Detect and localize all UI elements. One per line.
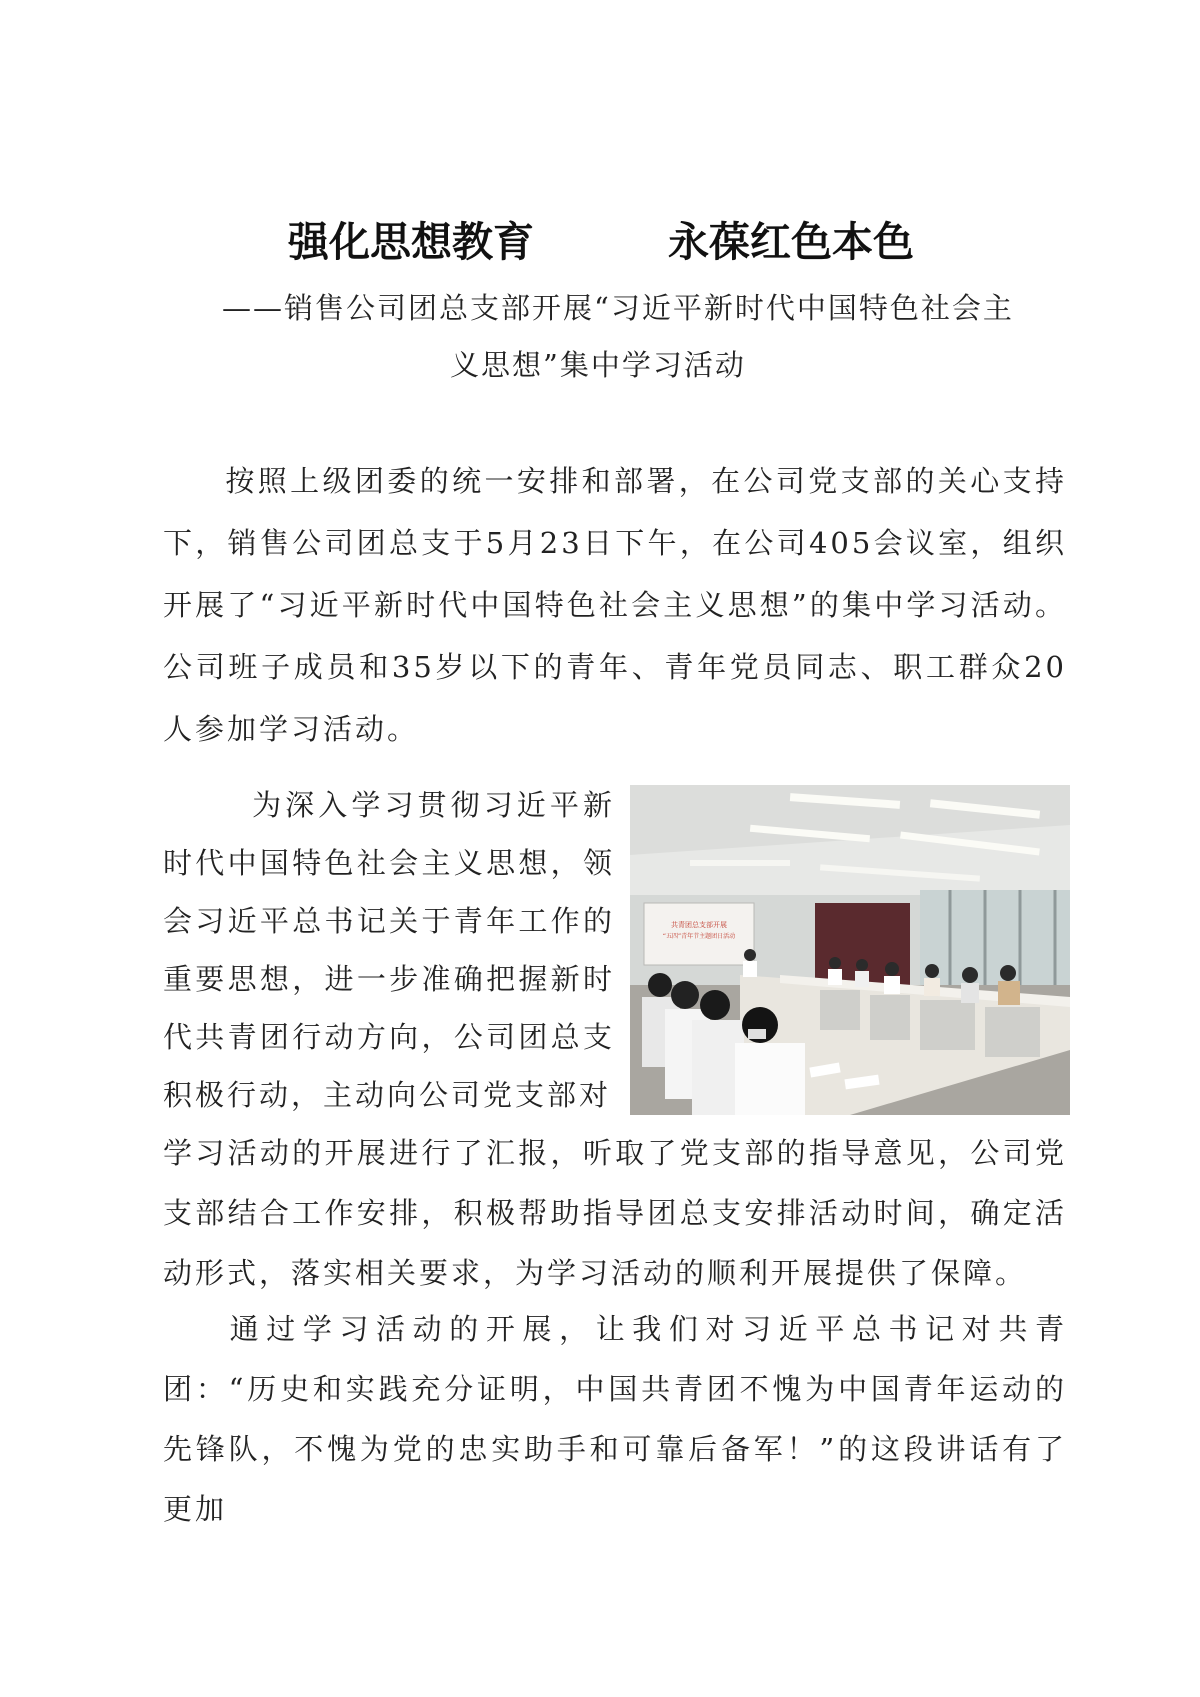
meeting-photo [630,785,1070,1115]
paragraph-2-continued: 学习活动的开展进行了汇报，听取了党支部的指导意见，公司党支部结合工作安排，积极帮助指导团总支安排活动时间，确定活动形式，落实相关要求，为学习活动的顺利开展提供了保障。 [163,1136,1067,1290]
title-part-2: 永葆红色本色 [668,218,914,266]
paragraph-3 [163,1299,1067,1539]
paragraph-2-beside-photo [163,776,615,1124]
meeting-room-illustration [630,785,1070,1115]
paragraph-1 [163,450,1067,760]
screen-text-1: 共青团总支部开展 [671,921,727,929]
title-part-1: 强化思想教育 [288,218,534,266]
subtitle-line-1: ——销售公司团总支部开展“习近平新时代中国特色社会主 [222,291,1014,325]
document-title [0,212,1200,272]
paragraph-1-text: 按照上级团委的统一安排和部署，在公司党支部的关心支持下，销售公司团总支于5月23日下午，在公司405会议室，组织开展了“习近平新时代中国特色社会主义思想”的集中学习活动。公司班子成员和35岁以下的青年、青年党员同志、职工群众20人参加学习活动。 [163,464,1067,746]
paragraph-3-text: 通过学习活动的开展，让我们对习近平总书记对共青团：“历史和实践充分证明，中国共青团不愧为中国青年运动的先锋队，不愧为党的忠实助手和可靠后备军！”的这段讲话有了更加 [163,1312,1067,1526]
screen-text-2: “五四”青年节主题团日活动 [662,933,736,940]
subtitle-line-2: 义思想”集中学习活动 [450,348,746,382]
paragraph-2-text-a: 为深入学习贯彻习近平新时代中国特色社会主义思想，领会习近平总书记关于青年工作的重要思想，进一步准确把握新时代共青团行动方向，公司团总支积极行动，主动向公司党支部对 [163,788,615,1112]
